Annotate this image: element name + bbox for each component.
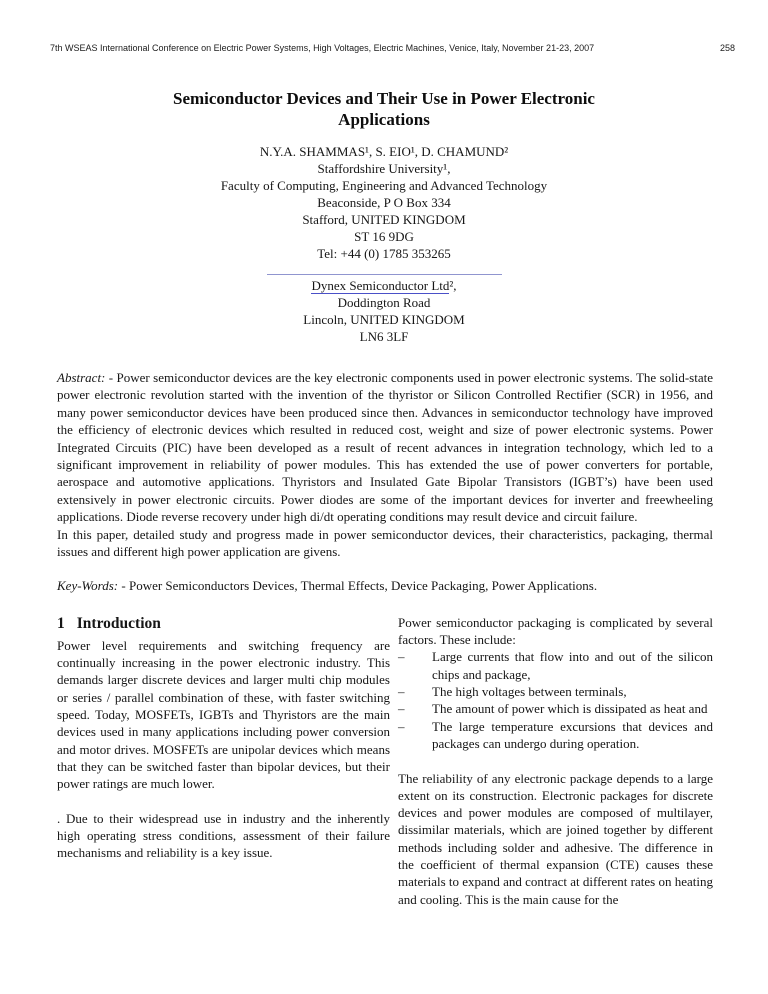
abstract-text: - Power semiconductor devices are the key electronic components used in power electronic systems. The solid-state power electronic revolution started with the invention of the thyristor or Silicon Controlled Rectifier (SCR) in 1956, and many power semiconductor devices have been produced since then. Advances in semiconductor technology have improved the efficiency of electronic devices which resulted in reduced cost, weight and size of power electronic systems. Power Integrated Circuits (PIC) have been developed as a result of recent advances in integration technology, which led to a significant improvement in reliability of power modules. This has extended the use of power converters for portable, aerospace and automotive applications. Thyristors and Insulated Gate Bipolar Transistors (IGBT’s) have been used extensively in power electronic circuits. Power diodes are some of the important devices for inverter and freewheeling applications. Diode reverse recovery under high di/dt operating conditions may result device and circuit failure. (57, 370, 713, 525)
section-heading-introduction (57, 614, 390, 633)
text-block (57, 369, 713, 908)
affiliation-line: Beaconside, P O Box 334 (317, 195, 451, 210)
left-column (57, 614, 390, 908)
conference-header-text: 7th WSEAS International Conference on Electric Power Systems, High Voltages, Electric Machines, Venice, Italy, November 21-23, 2007 (50, 43, 595, 53)
dynex-superscript: ², (449, 278, 457, 293)
keywords-text: - Power Semiconductors Devices, Thermal Effects, Device Packaging, Power Applications. (118, 578, 598, 594)
factors-list (398, 648, 713, 752)
affiliation-line: ST 16 9DG (354, 229, 414, 244)
right-column (398, 614, 713, 908)
page-number: 258 (719, 43, 735, 53)
abstract-paragraph2: In this paper, detailed study and progress made in power semiconductor devices, their characteristics, packaging, thermal issues and different high power application are givens. (57, 526, 713, 560)
paper-title-line2: Applications (338, 110, 430, 129)
abstract-section (57, 369, 713, 560)
section-number: 1 (57, 614, 65, 632)
paper-title (99, 88, 669, 130)
separator-line (267, 274, 502, 275)
affiliation-line: Faculty of Computing, Engineering and Advanced Technology (220, 178, 548, 193)
intro-paragraph-2: . Due to their widespread use in industry and the inherently high operating stress conditions, assessment of their failure mechanisms and reliability is a key issue. (57, 810, 390, 861)
two-column-section (57, 614, 713, 908)
reliability-paragraph: The reliability of any electronic package depends to a large extent on its construction. Electronic packages for discrete devices and power modules are composed of multilayer, dissimilar materials, which are joined together by different methods including solder and adhesive. The difference in the coefficient of thermal expansion (CTE) causes these materials to expand and contract at different rates on heating and cooling. This is the main cause for the (398, 770, 713, 907)
affiliation2-block (0, 274, 768, 345)
packaging-paragraph: Power semiconductor packaging is complicated by several factors. These include: (398, 614, 713, 648)
list-item-text: The large temperature excursions that devices and packages can undergo during operation. (432, 718, 713, 751)
abstract-label: Abstract: (57, 370, 106, 385)
authors-affiliation-block (0, 143, 768, 262)
authors-line: N.Y.A. SHAMMAS¹, S. EIO¹, D. CHAMUND² (259, 144, 509, 159)
keywords-label: Key-Words: (57, 578, 119, 594)
keywords-section (57, 577, 713, 594)
paper-title-line1: Semiconductor Devices and Their Use in Power Electronic (173, 89, 595, 108)
list-item-text: The amount of power which is dissipated as heat and (432, 701, 708, 717)
dash-bullet-icon: – (398, 649, 405, 665)
dynex-semiconductor-link[interactable]: Dynex Semiconductor Ltd (311, 278, 450, 293)
affiliation-line: Lincoln, UNITED KINGDOM (303, 312, 465, 327)
list-item-text: Large currents that flow into and out of the silicon chips and package, (432, 649, 713, 682)
affiliation-line: Doddington Road (337, 295, 431, 310)
dash-bullet-icon: – (398, 701, 405, 717)
list-item (398, 700, 713, 717)
dash-bullet-icon: – (398, 718, 405, 734)
list-item-text: The high voltages between terminals, (432, 684, 627, 700)
affiliation-line: Staffordshire University¹, (317, 161, 451, 176)
affiliation-line: Stafford, UNITED KINGDOM (302, 212, 466, 227)
affiliation2-name-line (0, 277, 768, 294)
list-item (398, 718, 713, 753)
affiliation-line: LN6 3LF (359, 329, 409, 344)
dash-bullet-icon: – (398, 684, 405, 700)
page-header (50, 43, 735, 53)
intro-paragraph-1: Power level requirements and switching frequency are continually increasing in the power electronic industry. This demands larger discrete devices and larger multi chip modules or series / parallel combination of these, with faster switching speed. Today, MOSFETs, IGBTs and Thyristors are the main devices used in many applications including power conversion and motor drives. MOSFETs are unipolar devices which means that they can be switched faster than bipolar devices, but their power ratings are much lower. (57, 637, 390, 792)
affiliation-line: Tel: +44 (0) 1785 353265 (317, 246, 451, 261)
section-title: Introduction (76, 614, 161, 632)
abstract-paragraph (57, 369, 713, 526)
list-item (398, 648, 713, 683)
list-item (398, 683, 713, 700)
